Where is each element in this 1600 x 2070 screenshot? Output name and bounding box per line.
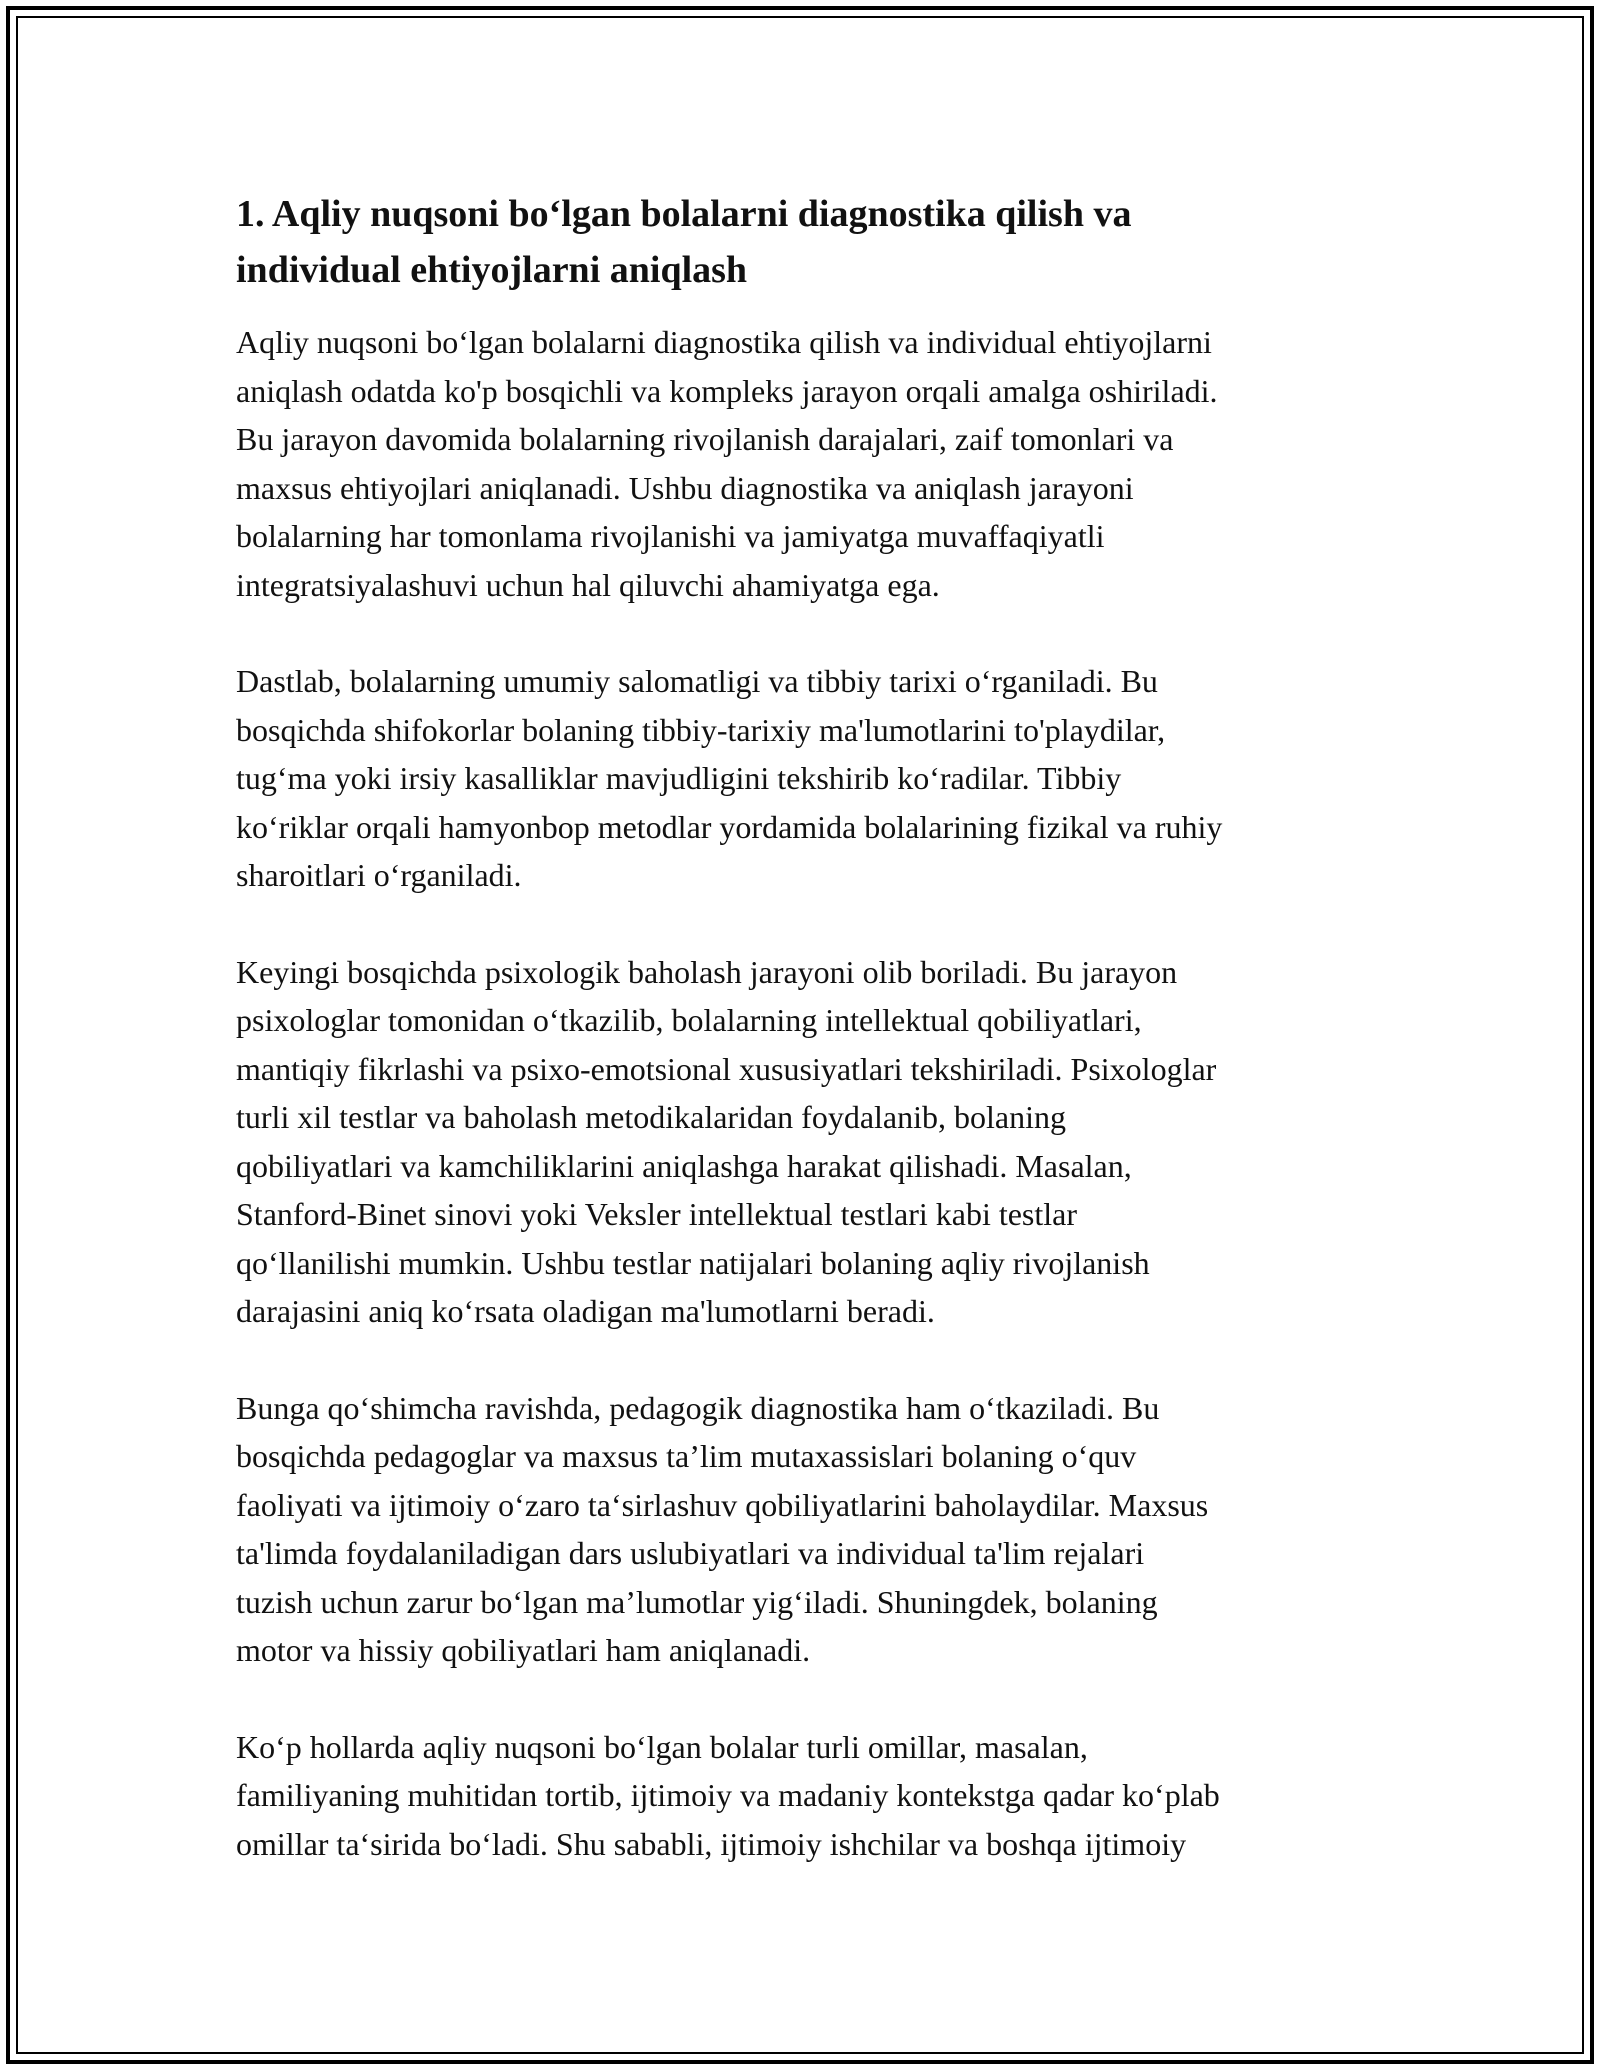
paragraph-medical: Dastlab, bolalarning umumiy salomatligi va tibbiy tarixi o‘rganiladi. Bu bosqichda shifokorlar bolaning tibbiy-tarixiy ma'lumotlarini to'playdilar, tug‘ma yoki irsiy kasalliklar mavjudligini tekshirib ko‘radilar. Tibbiy ko‘riklar orqali hamyonbop metodlar yordamida bolalarining fizikal va ruhiy sharoitlari o‘rganiladi.	[236, 663, 1223, 893]
section-heading: 1. Aqliy nuqsoni bo‘lgan bolalarni diagnostika qilish va individual ehtiyojlarni aniqlash	[236, 193, 1132, 291]
paragraph-intro: Aqliy nuqsoni bo‘lgan bolalarni diagnostika qilish va individual ehtiyojlarni aniqlash odatda ko'p bosqichli va kompleks jarayon orqali amalga oshiriladi. Bu jarayon davomida bolalarning rivojlanish darajalari, zaif tomonlari va maxsus ehtiyojlari aniqlanadi. Ushbu diagnostika va aniqlash jarayoni bolalarning har tomonlama rivojlanishi va jamiyatga muvaffaqiyatli integratsiyalashuvi uchun hal qiluvchi ahamiyatga ega.	[236, 324, 1218, 603]
paragraph-social: Ko‘p hollarda aqliy nuqsoni bo‘lgan bolalar turli omillar, masalan, familiyaning muhitidan tortib, ijtimoiy va madaniy kontekstga qadar ko‘plab omillar ta‘sirida bo‘ladi. Shu sababli, ijtimoiy ishchilar va boshqa ijtimoiy	[236, 1728, 1220, 1862]
document-body	[236, 186, 1366, 1916]
paragraph-pedagogical: Bunga qo‘shimcha ravishda, pedagogik diagnostika ham o‘tkaziladi. Bu bosqichda pedagoglar va maxsus ta’lim mutaxassislari bolaning o‘quv faoliyati va ijtimoiy o‘zaro ta‘sirlashuv qobiliyatlarini baholaydilar. Maxsus ta'limda foydalaniladigan dars uslubiyatlari va individual ta'lim rejalari tuzish uchun zarur bo‘lgan ma’lumotlar yig‘iladi. Shuningdek, bolaning motor va hissiy qobiliyatlari ham aniqlanadi.	[236, 1389, 1209, 1668]
paragraph-psychological: Keyingi bosqichda psixologik baholash jarayoni olib boriladi. Bu jarayon psixologlar tomonidan o‘tkazilib, bolalarning intellektual qobiliyatlari, mantiqiy fikrlashi va psixo-emotsional xususiyatlari tekshiriladi. Psixologlar turli xil testlar va baholash metodikalaridan foydalanib, bolaning qobiliyatlari va kamchiliklarini aniqlashga harakat qilishadi. Masalan, Stanford-Binet sinovi yoki Veksler intellektual testlari kabi testlar qo‘llanilishi mumkin. Ushbu testlar natijalari bolaning aqliy rivojlanish darajasini aniq ko‘rsata oladigan ma'lumotlarni beradi.	[236, 953, 1217, 1329]
